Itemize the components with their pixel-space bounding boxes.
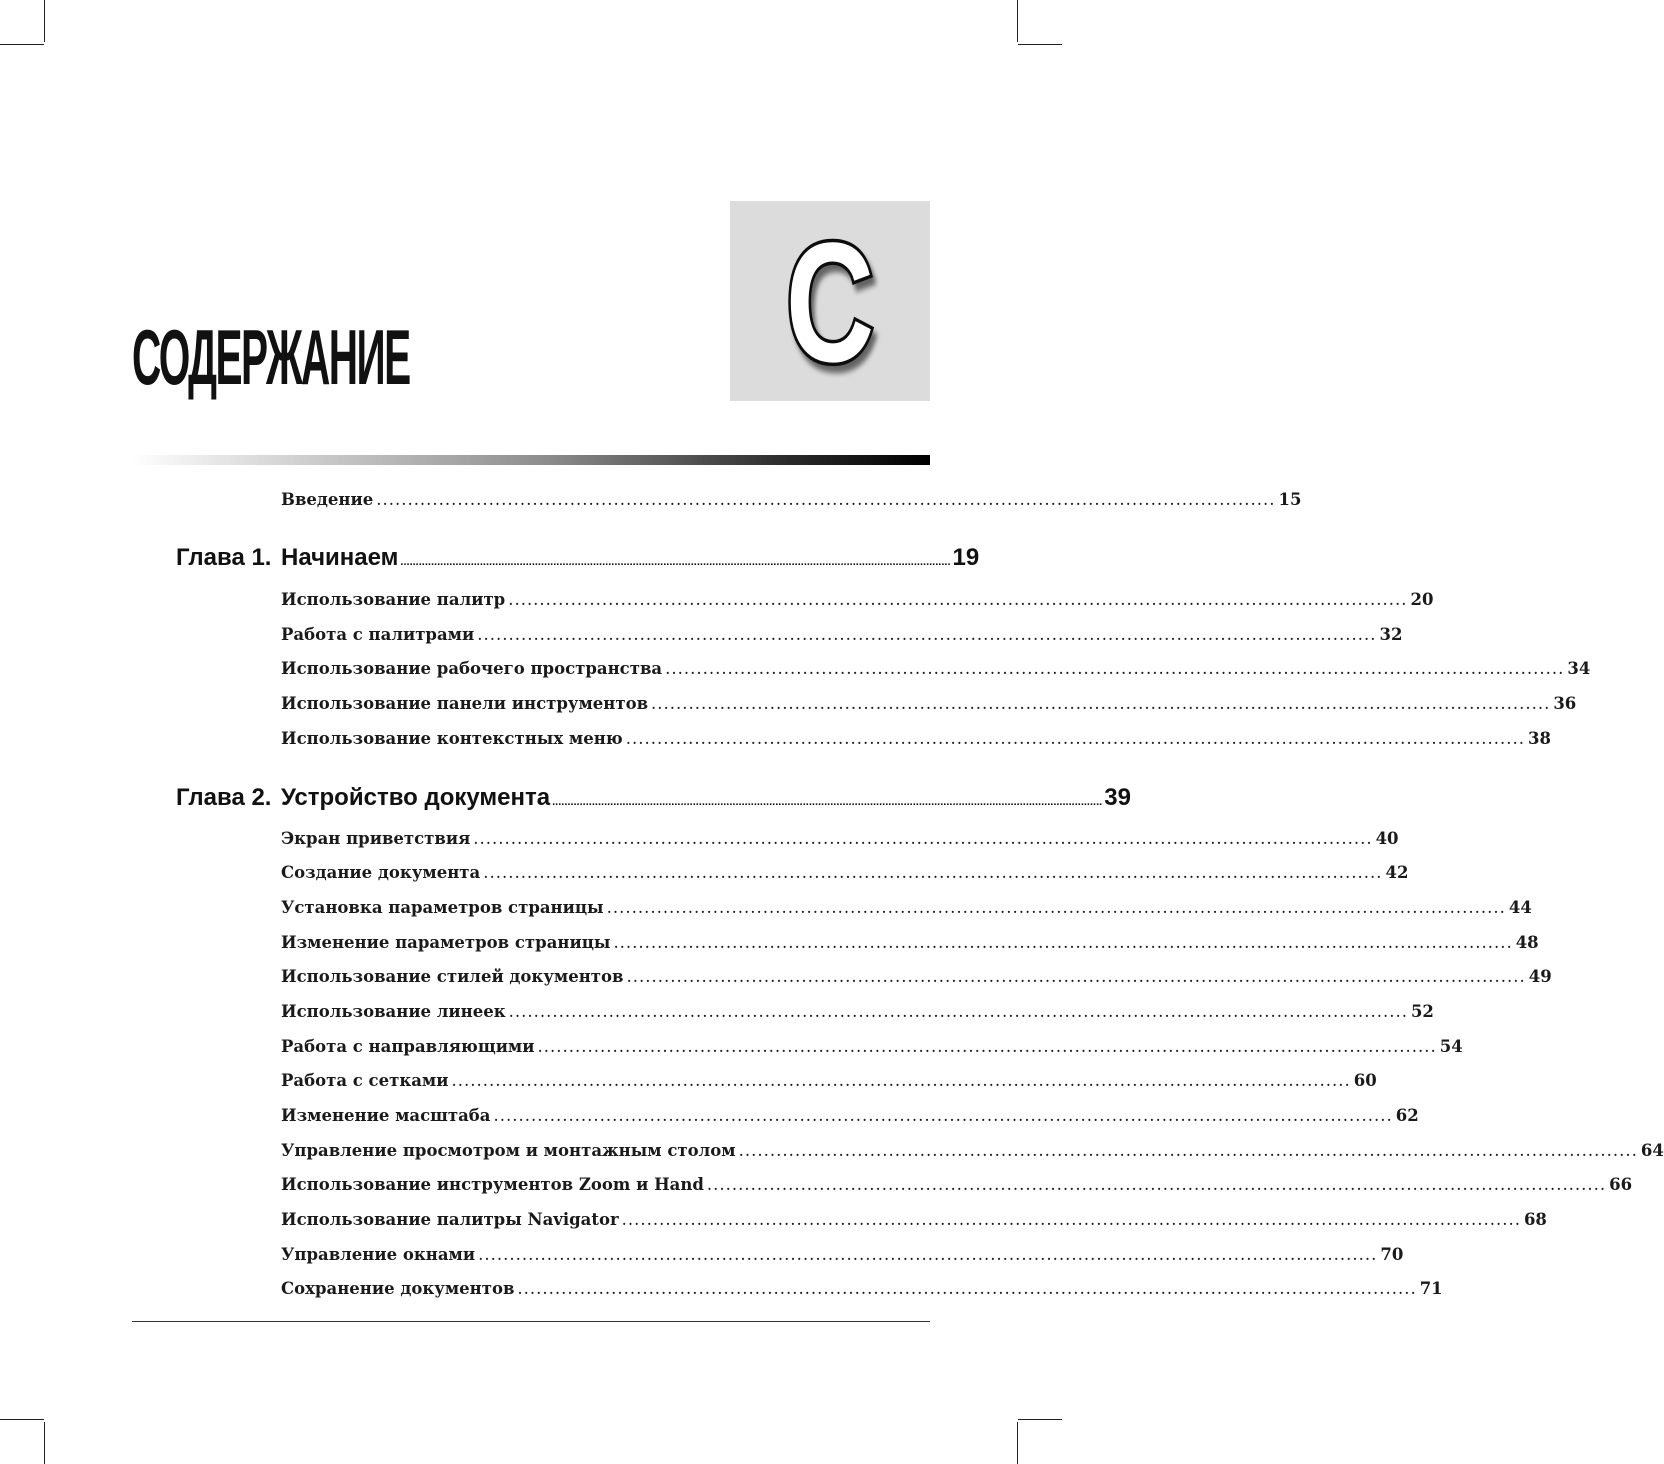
toc-entry-title: Сохранение документов: [281, 1279, 515, 1298]
leader-dots: ................................................................................................................................................: [517, 1279, 1417, 1298]
toc-entry-page: 36: [1553, 694, 1577, 713]
leader-dots: ................................................................................................................................................: [626, 967, 1526, 986]
toc-entry-title: Изменение масштаба: [281, 1106, 491, 1125]
gradient-divider: [132, 455, 930, 465]
chapter-letter-box: [730, 201, 930, 401]
toc-entry[interactable]: [281, 590, 1434, 614]
toc-entry[interactable]: [281, 1279, 1443, 1303]
leader-dots: ................................................................................................................................................: [665, 659, 1565, 678]
toc-entry[interactable]: [281, 694, 1577, 718]
toc-entry-title: Использование стилей документов: [281, 967, 624, 986]
toc-entry-title: Введение: [281, 490, 374, 509]
toc-entry[interactable]: [281, 1175, 1633, 1199]
chapter-page: 19: [952, 544, 980, 571]
toc-entry[interactable]: [281, 1037, 1463, 1061]
chapter-letter: C: [785, 208, 875, 398]
toc-entry-page: 44: [1508, 898, 1532, 917]
chapter-heading[interactable]: [281, 544, 980, 576]
toc-entry[interactable]: [281, 829, 1399, 853]
toc-entry-title: Использование палитр: [281, 590, 506, 609]
leader-dots: ................................................................................................................................................: [483, 863, 1383, 882]
toc-entry[interactable]: [281, 933, 1539, 957]
toc-entry-title: Использование контекстных меню: [281, 729, 623, 748]
toc-entry[interactable]: [281, 625, 1403, 649]
leader-dots: ....................................................................................................................................................................................: [552, 796, 1103, 808]
toc-entry-title: Использование палитры Navigator: [281, 1210, 619, 1229]
toc-entry[interactable]: [281, 1002, 1434, 1026]
chapter-letter-graphic: [730, 201, 930, 401]
toc-entry-page: 66: [1609, 1175, 1633, 1194]
bottom-divider: [132, 1321, 930, 1322]
leader-dots: ................................................................................................................................................: [478, 1245, 1378, 1264]
leader-dots: ................................................................................................................................................: [376, 490, 1276, 509]
toc-entry-page: 34: [1567, 659, 1591, 678]
leader-dots: ................................................................................................................................................: [738, 1141, 1638, 1160]
chapter-label: Глава 2.: [176, 784, 272, 811]
toc-entry-page: 68: [1523, 1210, 1547, 1229]
toc-entry[interactable]: [281, 729, 1551, 753]
leader-dots: ................................................................................................................................................: [625, 729, 1525, 748]
toc-entry-page: 52: [1410, 1002, 1434, 1021]
toc-entry-page: 54: [1439, 1037, 1463, 1056]
toc-entry-title: Работа с палитрами: [281, 625, 475, 644]
leader-dots: ................................................................................................................................................: [451, 1071, 1351, 1090]
toc-entry-title: Создание документа: [281, 863, 481, 882]
toc-entry-title: Установка параметров страницы: [281, 898, 604, 917]
toc-entry[interactable]: [281, 1210, 1547, 1234]
toc-entry[interactable]: [281, 967, 1552, 991]
leader-dots: ................................................................................................................................................: [621, 1210, 1521, 1229]
toc-entry-page: 15: [1278, 490, 1302, 509]
leader-dots: ................................................................................................................................................: [508, 590, 1408, 609]
toc-entry-intro[interactable]: [281, 490, 1302, 514]
toc-entry-page: 48: [1515, 933, 1539, 952]
crop-mark: [1017, 1422, 1018, 1464]
leader-dots: ................................................................................................................................................: [537, 1037, 1437, 1056]
toc-entry-page: 49: [1528, 967, 1552, 986]
chapter-heading[interactable]: [281, 784, 1131, 816]
toc-entry[interactable]: [281, 1245, 1404, 1269]
leader-dots: ................................................................................................................................................: [613, 933, 1513, 952]
toc-entry-title: Использование линеек: [281, 1002, 506, 1021]
toc-entry-page: 32: [1379, 625, 1403, 644]
toc-entry-title: Управление просмотром и монтажным столом: [281, 1141, 736, 1160]
toc-entry-title: Управление окнами: [281, 1245, 476, 1264]
leader-dots: ................................................................................................................................................: [473, 829, 1373, 848]
toc-entry-page: 38: [1528, 729, 1551, 748]
chapter-title: Начинаем: [281, 544, 399, 571]
crop-mark: [44, 1422, 45, 1464]
leader-dots: ....................................................................................................................................................................................: [400, 556, 951, 568]
chapter-label: Глава 1.: [176, 544, 272, 571]
leader-dots: ................................................................................................................................................: [493, 1106, 1393, 1125]
toc-entry[interactable]: [281, 863, 1409, 887]
toc-entry-title: Изменение параметров страницы: [281, 933, 611, 952]
crop-mark: [44, 0, 45, 42]
toc-entry-title: Работа с сетками: [281, 1071, 449, 1090]
toc-entry-page: 62: [1395, 1106, 1419, 1125]
page-title: СОДЕРЖАНИЕ: [132, 313, 410, 401]
toc-entry-title: Использование рабочего пространства: [281, 659, 663, 678]
crop-mark: [0, 44, 44, 45]
toc-entry[interactable]: [281, 1106, 1419, 1130]
toc-entry-page: 71: [1419, 1279, 1443, 1298]
toc-entry-title: Использование инструментов Zoom и Hand: [281, 1175, 704, 1194]
chapter-page: 39: [1104, 784, 1131, 811]
leader-dots: ................................................................................................................................................: [706, 1175, 1607, 1194]
leader-dots: ................................................................................................................................................: [606, 898, 1506, 917]
leader-dots: ................................................................................................................................................: [651, 694, 1551, 713]
toc-entry-page: 20: [1410, 590, 1434, 609]
chapter-title: Устройство документа: [281, 784, 551, 811]
crop-mark: [1017, 0, 1018, 42]
toc-entry-page: 64: [1640, 1141, 1664, 1160]
toc-entry[interactable]: [281, 898, 1532, 922]
crop-mark: [1018, 44, 1062, 45]
toc-entry-title: Экран приветствия: [281, 829, 471, 848]
leader-dots: ................................................................................................................................................: [477, 625, 1377, 644]
toc-entry-page: 70: [1380, 1245, 1404, 1264]
toc-entry-page: 60: [1353, 1071, 1377, 1090]
toc-entry[interactable]: [281, 1071, 1377, 1095]
leader-dots: ................................................................................................................................................: [508, 1002, 1408, 1021]
crop-mark: [1018, 1419, 1062, 1420]
toc-entry-page: 42: [1385, 863, 1409, 882]
toc-entry[interactable]: [281, 659, 1591, 683]
toc-entry-title: Работа с направляющими: [281, 1037, 535, 1056]
toc-entry[interactable]: [281, 1141, 1664, 1165]
toc-entry-title: Использование панели инструментов: [281, 694, 649, 713]
crop-mark: [0, 1419, 44, 1420]
toc-entry-page: 40: [1375, 829, 1399, 848]
